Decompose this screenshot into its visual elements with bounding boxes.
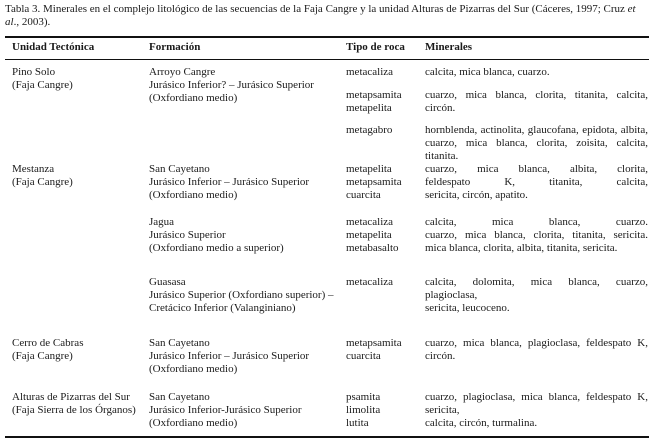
cell-line: (Oxfordiano medio): [149, 363, 238, 375]
cell-line: metacaliza: [346, 66, 394, 78]
cell-line: Jurásico Inferior? – Jurásico Superior: [149, 79, 314, 91]
cell-minerales: [425, 163, 648, 202]
cell-line: cuarzo, mica blanca, clorita, zoisita, calcita, titanita.: [425, 137, 648, 162]
cell-line: calcita, circón, turmalina.: [425, 417, 538, 429]
cell-line: Jurásico Inferior – Jurásico Superior: [149, 350, 310, 362]
cell-line: (Oxfordiano medio a superior): [149, 242, 284, 254]
cell-unidad: [12, 337, 83, 363]
cell-line: Cretácico Inferior (Valanginiano): [149, 302, 296, 314]
cell-line: San Cayetano: [149, 337, 210, 349]
table-caption: [5, 3, 650, 29]
cell-roca: [346, 276, 393, 289]
caption-italic: et al: [5, 3, 636, 28]
cell-line: metapsamita: [346, 89, 402, 101]
cell-line: (Faja Sierra de los Órganos): [12, 404, 136, 416]
cell-line: Arroyo Cangre: [149, 66, 216, 78]
cell-line: cuarzo, plagioclasa, mica blanca, feldespato K, sericita,: [425, 391, 648, 416]
cell-line: sericita, circón, apatito.: [425, 189, 528, 201]
cell-roca: [346, 124, 392, 137]
cell-line: calcita, dolomita, mica blanca, cuarzo, plagioclasa,: [425, 276, 648, 301]
cell-roca: [346, 66, 393, 79]
cell-line: Mestanza: [12, 163, 55, 175]
cell-line: (Faja Cangre): [12, 79, 73, 91]
cell-line: (Faja Cangre): [12, 350, 73, 362]
cell-line: psamita: [346, 391, 381, 403]
cell-formacion: [149, 163, 309, 202]
cell-line: mica blanca, clorita, albita, titanita, sericita.: [425, 242, 618, 254]
cell-line: calcita, mica blanca, cuarzo.: [425, 66, 550, 78]
table-top-rule: [5, 36, 649, 38]
cell-minerales: [425, 124, 648, 163]
cell-unidad: [12, 391, 136, 417]
cell-formacion: [149, 216, 284, 255]
cell-line: (Oxfordiano medio): [149, 92, 238, 104]
cell-line: cuarcita: [346, 189, 381, 201]
cell-line: cuarzo, mica blanca, albita, clorita,: [425, 163, 648, 175]
cell-line: (Oxfordiano medio): [149, 189, 238, 201]
cell-minerales: [425, 276, 648, 315]
cell-unidad: [12, 66, 73, 92]
cell-line: cuarzo, mica blanca, clorita, titanita, sericita.: [425, 229, 648, 241]
cell-roca: [346, 391, 380, 430]
cell-line: metapelita: [346, 229, 392, 241]
cell-formacion: [149, 391, 302, 430]
cell-line: cuarzo, mica blanca, clorita, titanita, calcita, circón.: [425, 89, 648, 114]
cell-line: metabasalto: [346, 242, 399, 254]
cell-line: Alturas de Pizarras del Sur: [12, 391, 130, 403]
caption-lead: Tabla 3. Minerales en el complejo litológico de las secuencias de la Faja Cangre y la unidad Alturas de Pizarras del Sur (Cáceres, 1997; Cruz: [5, 3, 628, 15]
cell-unidad: [12, 163, 73, 189]
cell-line: sericita, leucoceno.: [425, 302, 510, 314]
cell-formacion: [149, 66, 314, 105]
cell-line: (Faja Cangre): [12, 176, 73, 188]
cell-minerales: [425, 337, 648, 363]
cell-line: Jurásico Inferior – Jurásico Superior: [149, 176, 310, 188]
cell-line: metacaliza: [346, 216, 394, 228]
cell-line: hornblenda, actinolita, glaucofana, epidota, albita,: [425, 124, 648, 136]
cell-line: limolita: [346, 404, 381, 416]
cell-line: (Oxfordiano medio): [149, 417, 238, 429]
cell-roca: [346, 216, 399, 255]
cell-line: Guasasa: [149, 276, 186, 288]
cell-minerales: [425, 391, 648, 430]
cell-roca: [346, 89, 402, 115]
cell-line: San Cayetano: [149, 391, 210, 403]
cell-line: circón.: [425, 350, 456, 362]
cell-minerales: [425, 66, 648, 79]
cell-line: Jurásico Superior: [149, 229, 226, 241]
caption-tail: ., 2003).: [13, 16, 51, 28]
header-formacion: Formación: [149, 41, 201, 53]
cell-line: metacaliza: [346, 276, 394, 288]
cell-line: Jurásico Inferior-Jurásico Superior: [149, 404, 302, 416]
cell-roca: [346, 337, 402, 363]
cell-line: Cerro de Cabras: [12, 337, 84, 349]
cell-line: metapelita: [346, 102, 392, 114]
cell-line: Jagua: [149, 216, 175, 228]
cell-line: metapelita: [346, 163, 392, 175]
cell-minerales: [425, 89, 648, 115]
cell-line: cuarzo, mica blanca, plagioclasa, feldespato K,: [425, 337, 648, 349]
header-roca: Tipo de roca: [346, 41, 405, 53]
cell-line: cuarcita: [346, 350, 381, 362]
cell-line: lutita: [346, 417, 369, 429]
table-header-rule: [5, 59, 649, 60]
cell-line: San Cayetano: [149, 163, 210, 175]
header-minerales: Minerales: [425, 41, 473, 53]
cell-minerales: [425, 216, 648, 255]
cell-roca: [346, 163, 402, 202]
cell-line: metagabro: [346, 124, 393, 136]
cell-line: Pino Solo: [12, 66, 56, 78]
cell-line: metapsamita: [346, 176, 402, 188]
header-unidad: Unidad Tectónica: [12, 41, 95, 53]
cell-line: Jurásico Superior (Oxfordiano superior) –: [149, 289, 334, 301]
cell-line: calcita, mica blanca, cuarzo.: [425, 216, 648, 228]
cell-line: metapsamita: [346, 337, 402, 349]
cell-formacion: [149, 276, 334, 315]
table-bottom-rule: [5, 436, 649, 438]
cell-line: feldespato K, titanita, calcita,: [425, 176, 648, 188]
cell-formacion: [149, 337, 309, 376]
